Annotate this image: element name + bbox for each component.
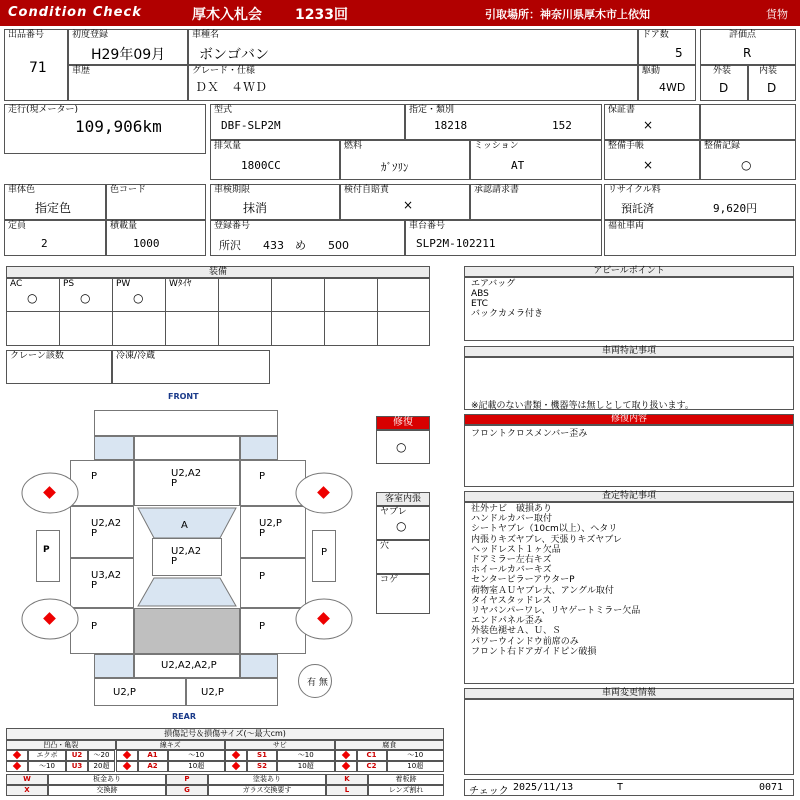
name-cell: 車種名 ボンゴバン: [188, 29, 638, 65]
model-cell: 型式 DBF-SLP2M: [210, 104, 405, 140]
capacity-cell: 定員 2: [4, 220, 106, 256]
wheel-rr-icon: [296, 599, 352, 639]
session-number: 1233回: [295, 7, 348, 23]
drive-cell: 駆動 4WD: [638, 65, 696, 101]
lot-cell: 出品番号 71: [4, 29, 68, 101]
category: 貨物: [766, 8, 788, 21]
crane-cell: クレーン該数: [6, 350, 112, 384]
key-cell: P: [166, 774, 208, 785]
panel-fl: P: [70, 460, 134, 506]
rear-bumper-r: U2,P: [186, 678, 278, 706]
legend-cell: A1: [138, 750, 168, 761]
windshield-mark: A: [181, 520, 188, 531]
panel-r2: P: [240, 558, 306, 608]
appeal-line: バックカメラ付き: [471, 309, 544, 319]
damage-diamond-icon: [341, 762, 349, 770]
legend-cell: 20超: [88, 761, 115, 772]
inspection-line: ドアミラー左右キズ: [471, 555, 552, 566]
key-cell: L: [326, 785, 368, 796]
chassis-cell: 車台番号 SLP2M-102211: [405, 220, 602, 256]
grade: ＤＸ ４ＷＤ: [195, 80, 268, 94]
equipment-title: 装備: [6, 266, 430, 278]
auction-name: 厚木入札会: [192, 7, 262, 23]
appeal-line: ETC: [471, 299, 488, 309]
int-cell: 内装 D: [748, 65, 796, 101]
legend-cell: 10超: [277, 761, 335, 772]
front-label: FRONT: [168, 392, 199, 401]
record-cell: 整備記録 ○: [700, 140, 796, 180]
fuel-cell: 燃料 ｶﾞｿﾘﾝ: [340, 140, 470, 180]
legend-cell: A2: [138, 761, 168, 772]
key-cell: ガラス交換要す: [208, 785, 326, 796]
change-box: [464, 699, 794, 775]
wheel-fr-icon: [296, 473, 352, 513]
legend-cell: U3: [66, 761, 88, 772]
repair-text: フロントクロスメンバー歪み: [471, 429, 588, 439]
check-date: 2025/11/13: [513, 782, 574, 793]
score-cell: 評価点 R: [700, 29, 796, 65]
legend-cell: S2: [247, 761, 277, 772]
color-code-cell: 色コード: [106, 184, 206, 220]
legend-cell: U2: [66, 750, 88, 761]
inspection-line: ホイールカバーキズ: [471, 565, 552, 576]
panel-hood: U2,A2 P: [134, 460, 240, 506]
legend-cell: 〜10: [387, 750, 445, 761]
legend-cell: 〜10: [168, 750, 226, 761]
inspection-line: タイヤスタッドレス: [471, 595, 552, 606]
wheel-rl-icon: [22, 599, 78, 639]
rear-bumper-l: U2,P: [94, 678, 186, 706]
condition-check-title: Condition Check: [8, 5, 142, 20]
mileage: 109,906km: [75, 117, 162, 136]
ext-cell: 外装 D: [700, 65, 748, 101]
appeal-line: エアバッグ: [471, 279, 516, 289]
ps-mark: ○: [80, 291, 91, 305]
inspection-line: 荷物室ＡＵヤブレ大、アングル取付: [471, 585, 614, 596]
tax-cell: 検付自賠責 ×: [340, 184, 470, 220]
inspection-notes: [464, 502, 794, 684]
cabin-yabure-mark: ○: [396, 519, 407, 533]
key-table: [6, 774, 444, 796]
legend-header: サビ: [225, 740, 335, 750]
damage-diamond-icon: [341, 751, 349, 759]
inspection-line: シートヤブレ（10cm以上）、ヘタリ: [471, 524, 618, 535]
panel-fr: P: [240, 460, 306, 506]
rear-label: REAR: [172, 712, 196, 721]
mileage-cell: 走行(現メーター) 109,906km: [4, 104, 206, 154]
special-box: [464, 357, 794, 410]
legend-cell: 〜10: [277, 750, 335, 761]
header-bar: [0, 0, 800, 26]
repair-label: 修復: [376, 416, 430, 430]
panel-roof: U2,A2 P: [152, 538, 222, 576]
inspection-line: ハンドルカバー取付: [471, 514, 553, 525]
score: R: [743, 46, 752, 60]
damage-diamond-icon: [122, 751, 130, 759]
spare-tire: 有 無: [298, 664, 332, 698]
mission-cell: ミッション AT: [470, 140, 602, 180]
legend-header: 線キズ: [116, 740, 226, 750]
panel-rr: P: [240, 608, 306, 654]
equipment-grid: AC ○ PS ○ PW ○ Wﾀｲﾔ: [6, 278, 430, 346]
appeal-title: アピールポイント: [464, 266, 794, 277]
inspect-cell: 車検期限 抹消: [210, 184, 340, 220]
legend-cell: 〜20: [88, 750, 115, 761]
legend-cell: C1: [357, 750, 387, 761]
fridge-cell: 冷凍/冷蔵: [112, 350, 270, 384]
inspection-line: フロント右ドアガイドピン破損: [471, 646, 597, 657]
grade-cell: グレード・仕様 ＤＸ ４ＷＤ: [188, 65, 638, 101]
repair-mark: ○: [396, 440, 407, 454]
mirror-r: P: [312, 530, 336, 582]
appeal-points: [464, 277, 794, 341]
damage-diamond-icon: [232, 751, 240, 759]
key-cell: 着板跡: [368, 774, 444, 785]
damage-diamond-icon: [13, 762, 21, 770]
change-title: 車両変更情報: [464, 688, 794, 699]
load-cell: 積載量 1000: [106, 220, 206, 256]
panel-l1: U2,A2 P: [70, 506, 134, 558]
inspection-line: 内張りキズヤブレ、天張りキズヤブレ: [471, 534, 622, 545]
damage-diamond-icon: [232, 762, 240, 770]
warranty-cell: 保証書 ×: [604, 104, 700, 140]
first-reg: H29年09月: [91, 47, 166, 63]
key-cell: W: [6, 774, 48, 785]
damage-diamond-icon: [13, 751, 21, 759]
key-cell: K: [326, 774, 368, 785]
welfare-cell: 福祉車両: [604, 220, 796, 256]
history-cell: 車歴: [68, 65, 188, 101]
legend-header: 腐食: [335, 740, 445, 750]
inspection-line: 社外ナビ 破損あり: [471, 504, 553, 514]
panel-r1: U2,P P: [240, 506, 306, 558]
color-cell: 車体色 指定色: [4, 184, 106, 220]
special-note: ※記載のない書類・機器等は無しとして取り扱います。: [471, 401, 694, 411]
request-cell: 承認請求書: [470, 184, 602, 220]
manual-cell: 整備手帳 ×: [604, 140, 700, 180]
first-reg-cell: 初度登録 H29年09月: [68, 29, 188, 65]
lot-number: 71: [29, 60, 47, 76]
doors-cell: ドア数 5: [638, 29, 696, 65]
repair-title: 修復内容: [464, 414, 794, 425]
inspection-line: リヤバンパーワレ、リヤゲートミラー欠品: [471, 606, 641, 617]
reg-cell: 登録番号 所沢 433 め 500: [210, 220, 405, 256]
cabin-title: 客室内張: [376, 492, 430, 506]
pickup-location: 引取場所：神奈川県厚木市上依知: [485, 8, 650, 21]
inspection-line: パワーウインドウ前席のみ: [471, 636, 579, 647]
inspection-line: センターピラーアウターP: [471, 575, 575, 586]
legend-title: 損傷記号＆損傷サイズ(〜最大cm): [6, 728, 444, 740]
legend-cell: C2: [357, 761, 387, 772]
legend-cell: S1: [247, 750, 277, 761]
appeal-line: ABS: [471, 289, 489, 299]
legend-cell: エクボ: [28, 750, 66, 761]
mirror-l: P: [36, 530, 60, 582]
legend-cell: 10超: [387, 761, 445, 772]
special-title: 車両特記事項: [464, 346, 794, 357]
recycle-cell: リサイクル料 預託済 9,620円: [604, 184, 796, 220]
disp-cell: 排気量 1800CC: [210, 140, 340, 180]
legend-cell: 〜10: [28, 761, 66, 772]
repair-box: [464, 425, 794, 487]
panel-rl: P: [70, 608, 134, 654]
spec-cell: 指定・類別 18218 152: [405, 104, 602, 140]
inspection-line: エンドパネル歪み: [471, 616, 543, 627]
legend-header: 凹凸・亀裂: [6, 740, 116, 750]
inspection-line: ヘッドレスト１ヶ欠品: [471, 544, 561, 555]
key-cell: G: [166, 785, 208, 796]
legend-table: [6, 740, 444, 772]
rear-gate: U2,A2,A2,P: [134, 654, 240, 678]
wheels: [0, 400, 370, 710]
key-cell: 交換跡: [48, 785, 166, 796]
key-cell: レンズ割れ: [368, 785, 444, 796]
wheel-fl-icon: [22, 473, 78, 513]
legend-cell: 10超: [168, 761, 226, 772]
check-row: チェック 2025/11/13 T 0071: [464, 779, 794, 796]
key-cell: 板金あり: [48, 774, 166, 785]
inspection-line: 外装色褪せＡ、Ｕ、Ｓ: [471, 626, 562, 637]
pw-mark: ○: [133, 291, 144, 305]
inspection-title: 査定特記事項: [464, 491, 794, 502]
panel-l2: U3,A2 P: [70, 558, 134, 608]
key-cell: 塗装あり: [208, 774, 326, 785]
ac-mark: ○: [27, 291, 38, 305]
key-cell: X: [6, 785, 48, 796]
damage-diamond-icon: [122, 762, 130, 770]
car-name: ボンゴバン: [199, 47, 269, 63]
